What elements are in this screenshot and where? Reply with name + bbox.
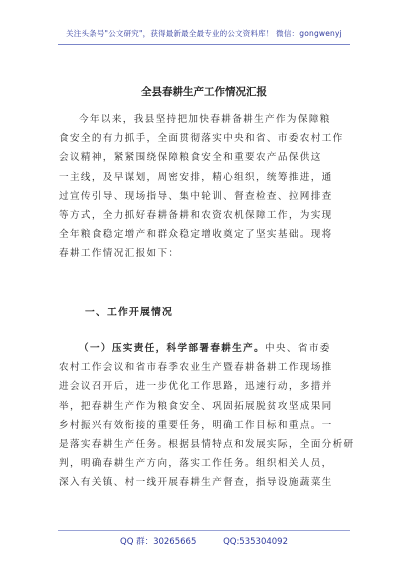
header-divider <box>58 44 350 45</box>
intro-line: 食安全的有力抓手，全面贯彻落实中央和省、市委农村工作 <box>59 133 344 145</box>
body-first-line <box>59 339 349 358</box>
document-title: 全县春耕生产工作情况汇报 <box>141 86 267 98</box>
body-line: 深入有关镇、村一线开展春耕生产督查，指导设施蔬菜生 <box>59 477 333 489</box>
body-line: 进会议召开后，进一步优化工作思路，迅速行动，多措并 <box>59 381 333 393</box>
body-line: 乡村振兴有效衔接的重要任务，明确工作目标和重点。一 <box>59 419 333 431</box>
intro-line: 过宣传引导、现场指导、集中轮训、督查检查、拉网排查 <box>59 190 333 202</box>
intro-paragraph <box>59 110 349 264</box>
body-line: 农村工作会议和省市春季农业生产暨春耕备耕工作现场推 <box>59 362 333 374</box>
footer-qq-contact: QQ:535304092 <box>223 537 288 547</box>
intro-line: 今年以来，我县坚持把加快春耕备耕生产作为保障粮 <box>79 114 331 125</box>
body-line: 举，把春耕生产作为粮食安全、巩固拓展脱贫攻坚成果同 <box>59 400 333 412</box>
intro-line: 全年粮食稳定增产和群众稳定增收奠定了坚实基础。现将 <box>59 229 333 241</box>
intro-line: 会议精神，紧紧围绕保障粮食安全和重要农产品保供这 <box>59 152 322 164</box>
intro-line: 等方式，全力抓好春耕备耕和农资农机保障工作，为实现 <box>59 209 333 221</box>
header-banner: 关注头条号"公文研究"，获得最新最全最专业的公文资料库！ 微信：gongwenyj <box>66 29 342 38</box>
intro-line: 一主线，及早谋划，周密安排，精心组织，统筹推进，通 <box>59 171 333 183</box>
body-line: 中央、省市委 <box>265 343 331 354</box>
footer-divider <box>58 530 350 531</box>
body-paragraph <box>59 339 355 493</box>
intro-line: 春耕工作情况汇报如下： <box>59 248 180 260</box>
subsection-lead: （一）压实责任，科学部署春耕生产。 <box>79 343 266 354</box>
footer <box>0 535 408 547</box>
body-line: 判，明确春耕生产方向，落实工作任务。组织相关人员， <box>59 458 333 470</box>
section-heading: 一、工作开展情况 <box>85 307 173 318</box>
footer-qq-group: QQ 群：30265665 <box>120 537 197 547</box>
body-line: 是落实春耕生产任务。根据县情特点和发展实际，全面分析研 <box>59 438 355 450</box>
